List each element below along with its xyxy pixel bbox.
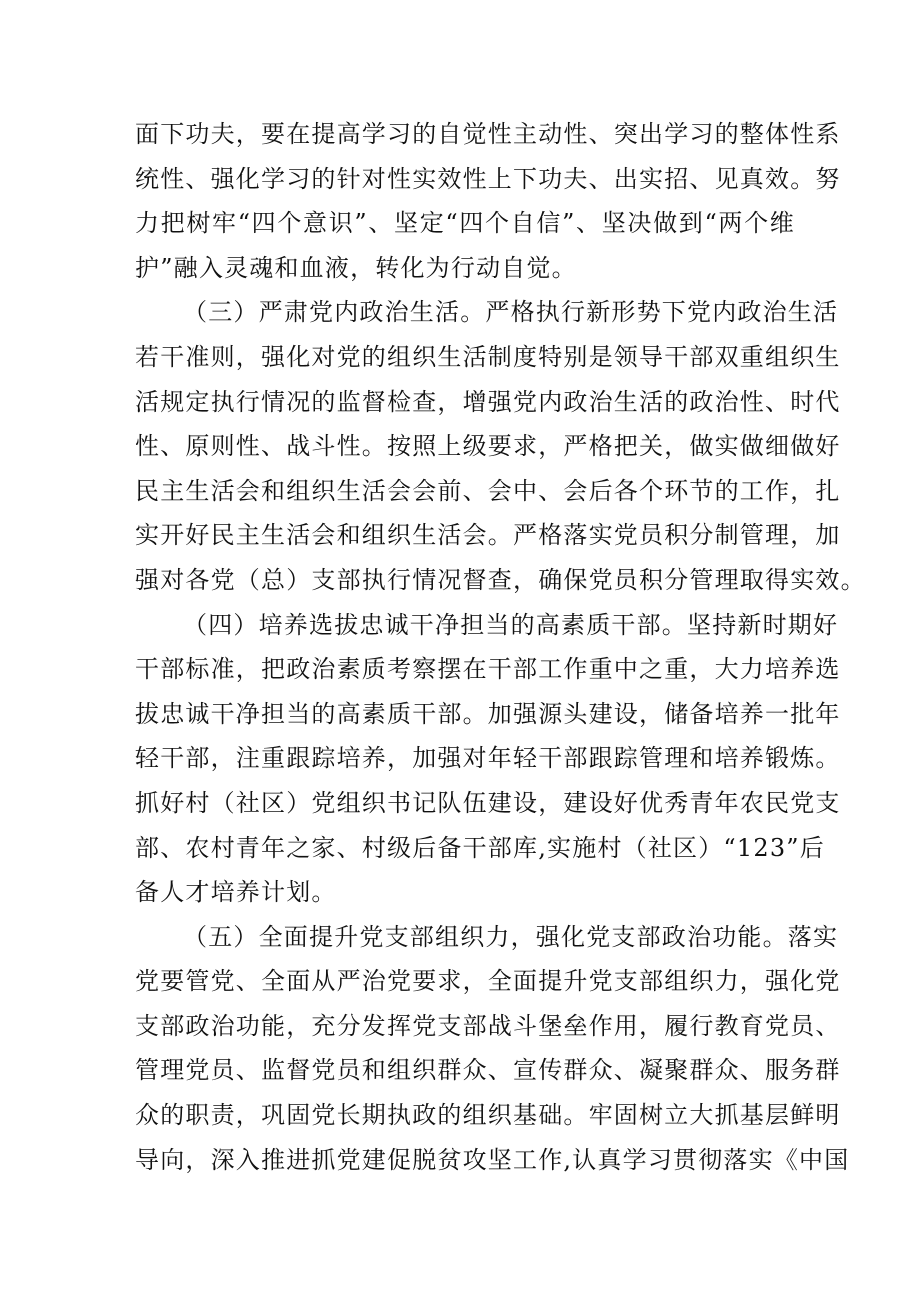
text-line: 性、原则性、战斗性。按照上级要求，严格把关，做实做细做好	[135, 432, 841, 461]
paragraph-section-5	[135, 915, 850, 1183]
text-line: 抓好村（社区）党组织书记队伍建设，建设好优秀青年农民党支	[135, 788, 841, 817]
paragraph-1	[135, 112, 841, 290]
text-line: 部、农村青年之家、村级后备干部库,实施村（社区）“123”后	[135, 833, 825, 862]
section-heading-line: （五）全面提升党支部组织力，强化党支部政治功能。落实	[183, 922, 839, 951]
text-line: 众的职责，巩固党长期执政的组织基础。牢固树立大抓基层鲜明	[135, 1101, 841, 1130]
section-heading-line: （四）培养选拔忠诚干净担当的高素质干部。坚持新时期好	[183, 610, 839, 639]
text-line: 管理党员、监督党员和组织群众、宣传群众、凝聚群众、服务群	[135, 1056, 841, 1085]
text-line: 力把树牢“四个意识”、坚定“四个自信”、坚决做到“两个维	[135, 209, 795, 238]
text-line: 面下功夫，要在提高学习的自觉性主动性、突出学习的整体性系	[135, 120, 841, 148]
text-line: 民主生活会和组织生活会会前、会中、会后各个环节的工作，扎	[135, 476, 841, 505]
text-line: 党要管党、全面从严治党要求，全面提升党支部组织力，强化党	[135, 967, 841, 996]
text-line: 轻干部，注重跟踪培养，加强对年轻干部跟踪管理和培养锻炼。	[135, 744, 841, 773]
text-line: 备人才培养计划。	[135, 878, 337, 907]
document-page	[135, 112, 866, 1182]
text-line: 若干准则，强化对党的组织生活制度特别是领导干部双重组织生	[135, 342, 841, 371]
text-line: 实开好民主生活会和组织生活会。严格落实党员积分制管理，加	[135, 521, 841, 550]
text-line: 护”融入灵魂和血液，转化为行动自觉。	[135, 253, 577, 282]
paragraph-section-4	[135, 603, 841, 915]
text-line: 活规定执行情况的监督检查，增强党内政治生活的政治性、时代	[135, 387, 841, 416]
text-line: 支部政治功能，充分发挥党支部战斗堡垒作用，履行教育党员、	[135, 1011, 841, 1040]
text-line: 导向，深入推进抓党建促脱贫攻坚工作,认真学习贯彻落实《中国	[135, 1145, 850, 1174]
section-heading-line: （三）严肃党内政治生活。严格执行新形势下党内政治生活	[183, 298, 839, 327]
text-line: 干部标准，把政治素质考察摆在干部工作重中之重，大力培养选	[135, 655, 841, 684]
text-line: 拔忠诚干净担当的高素质干部。加强源头建设，储备培养一批年	[135, 699, 841, 728]
paragraph-section-3	[135, 290, 866, 602]
text-line: 统性、强化学习的针对性实效性上下功夫、出实招、见真效。努	[135, 164, 841, 193]
text-line: 强对各党（总）支部执行情况督查，确保党员积分管理取得实效。	[135, 565, 866, 594]
